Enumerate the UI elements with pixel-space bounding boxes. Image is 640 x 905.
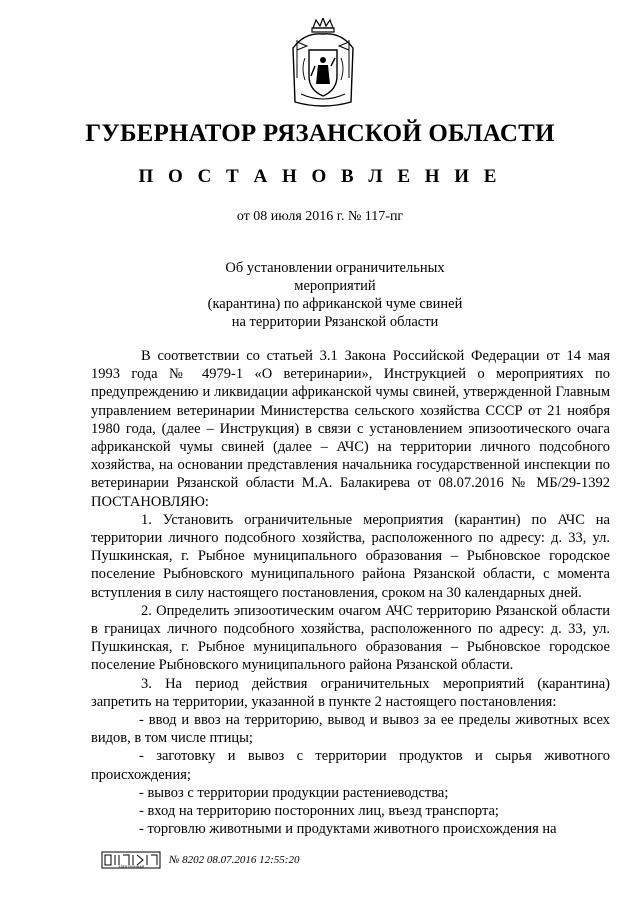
document-date-number: от 08 июля 2016 г. № 117-пг [236,209,404,224]
registration-stamp: № 8202 08.07.2016 12:55:20 [169,854,300,866]
bullet-item: - ввод и ввоз на территорию, вывод и вывоз за ее пределы животных всех видов, в том числе птицы; [91,712,610,747]
bullet-item: - торговлю животными и продуктами животного происхождения на [139,821,557,838]
intro-paragraph: В соответствии со статьей 3.1 Закона Российской Федерации от 14 мая 1993 года № 4979-1 «О ветеринарии», Инструкцией о мероприятиях по предупреждению и ликвидации африканской чумы свиней, утвержденной Главным управлением ветеринарии Министерства сельского хозяйства СССР от 21 ноября 1980 года, (далее – Инструкция) в связи с установлением эпизоотического очага африканской чумы свиней (далее – АЧС) на территории личного подсобного хозяйства, на основании представления начальника государственной инспекции по ветеринарии Рязанской области М.А. Балакирева от 08.07.2016 № МБ/29-1392 ПОСТАНОВЛЯЮ: [91,348,610,510]
registry-logo-text: ЭЛЕКТРОННАЯ [117,865,145,869]
document-subject [190,259,480,331]
bullet-item: - вход на территорию посторонних лиц, въезд транспорта; [139,803,499,820]
subject-line: Об установлении ограничительных мероприятий [225,260,445,294]
coat-of-arms-icon [285,18,361,110]
subject-line: на территории Рязанской области [231,314,439,330]
subject-line: (карантина) по африканской чуме свиней [207,296,463,312]
item-1-paragraph: 1. Установить ограничительные мероприятия (карантин) по АЧС на территории личного подсобного хозяйства, расположенного по адресу: д. 33, ул. Пушкинская, г. Рыбное муниципального образования – Рыбновское городское поселение Рыбновского муниципального района Рязанской области, с момента вступления в силу настоящего постановления, сроком на 30 календарных дней. [91,511,610,601]
registry-logo-icon [101,851,161,869]
document-footer [101,850,299,870]
item-3-paragraph: 3. На период действия ограничительных мероприятий (карантина) запретить на территории, указанной в пункте 2 настоящего постановления: [91,675,610,710]
bullet-item: - вывоз с территории продукции растениеводства; [139,784,449,801]
document-type: П О С Т А Н О В Л Е Н И Е [138,166,502,187]
item-2-paragraph: 2. Определить эпизоотическим очагом АЧС территорию Рязанской области в границах личного подсобного хозяйства, расположенного по адресу: д. 33, ул. Пушкинская, г. Рыбное муниципального образования – Рыбновское городское поселение Рыбновского муниципального района Рязанской области. [91,602,610,674]
document-body [91,347,610,838]
bullet-item: - заготовку и вывоз с территории продуктов и сырья животного происхождения; [91,748,610,783]
issuer-title: ГУБЕРНАТОР РЯЗАНСКОЙ ОБЛАСТИ [85,120,555,147]
